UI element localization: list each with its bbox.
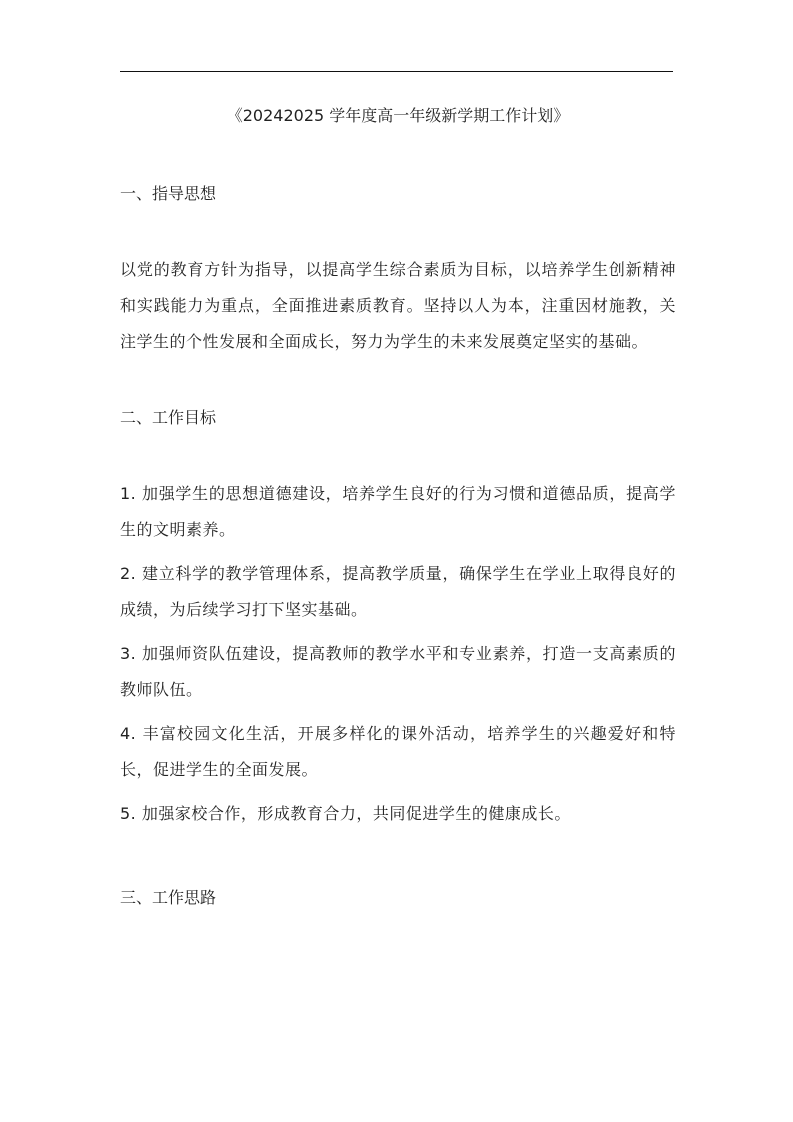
document-body <box>120 94 676 914</box>
goal-text: 建立科学的教学管理体系，提高教学质量，确保学生在学业上取得良好的成绩，为后续学习打下坚实基础。 <box>120 564 676 619</box>
section-heading-guiding-ideology: 一、指导思想 <box>120 184 217 203</box>
goal-item <box>120 636 676 708</box>
goal-number: 2. <box>120 564 137 583</box>
section-heading-work-goals: 二、工作目标 <box>120 408 217 427</box>
spacer <box>120 138 676 178</box>
goal-item <box>120 476 676 548</box>
spacer <box>120 434 676 476</box>
spacer <box>120 360 676 402</box>
goal-number: 5. <box>120 804 137 823</box>
document-title: 《20242025 学年度高一年级新学期工作计划》 <box>226 106 570 125</box>
spacer <box>120 210 676 252</box>
spacer <box>120 840 676 882</box>
goal-item <box>120 716 676 788</box>
goal-text: 加强师资队伍建设，提高教师的教学水平和专业素养，打造一支高素质的教师队伍。 <box>120 644 676 699</box>
goal-text: 加强家校合作，形成教育合力，共同促进学生的健康成长。 <box>141 804 571 823</box>
goal-text: 加强学生的思想道德建设，培养学生良好的行为习惯和道德品质，提高学生的文明素养。 <box>120 484 676 539</box>
header-rule <box>120 71 673 72</box>
guiding-ideology-paragraph: 以党的教育方针为指导，以提高学生综合素质为目标，以培养学生创新精神和实践能力为重点，全面推进素质教育。坚持以人为本，注重因材施教，关注学生的个性发展和全面成长，努力为学生的未来发展奠定坚实的基础。 <box>120 260 676 351</box>
goal-number: 1. <box>120 484 137 503</box>
goal-text: 丰富校园文化生活，开展多样化的课外活动，培养学生的兴趣爱好和特长，促进学生的全面发展。 <box>120 724 676 779</box>
goal-item <box>120 556 676 628</box>
goal-number: 4. <box>120 724 137 743</box>
goal-item <box>120 796 676 832</box>
goal-number: 3. <box>120 644 137 663</box>
section-heading-work-approach: 三、工作思路 <box>120 888 217 907</box>
